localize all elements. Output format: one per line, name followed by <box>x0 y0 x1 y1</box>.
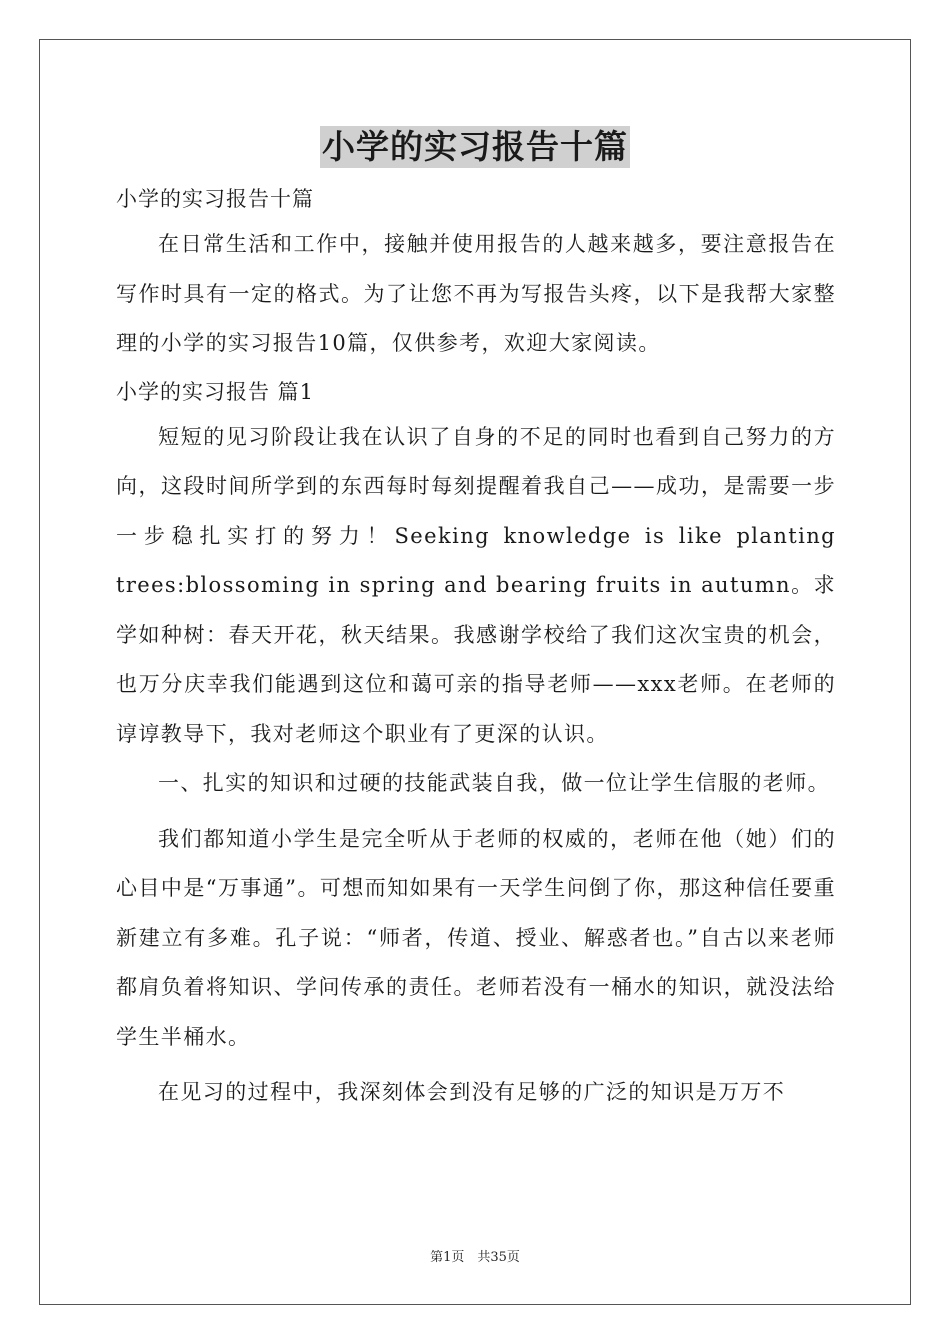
body-paragraph: 我们都知道小学生是完全听从于老师的权威的，老师在他（她）们的心目中是“万事通”。可想而知如果有一天学生问倒了你，那这种信任要重新建立有多难。孔子说：“师者，传道、授业、解惑者也。”自古以来老师都肩负着将知识、学问传承的责任。老师若没有一桶水的知识，就没法给学生半桶水。 <box>116 826 836 1049</box>
document-title: 小学的实习报告十篇 <box>322 127 628 166</box>
document-body <box>116 178 836 1118</box>
section-heading: 小学的实习报告 篇1 <box>116 379 315 404</box>
page-footer: 第1页 共35页 <box>430 1250 520 1265</box>
document-subtitle: 小学的实习报告十篇 <box>116 187 314 211</box>
body-paragraph: 短短的见习阶段让我在认识了自身的不足的同时也看到自己努力的方向，这段时间所学到的东西每时每刻提醒着我自己——成功，是需要一步一步稳扎实打的努力！Seeking knowledge is like planting trees:blossoming in spring and bearing fruits in autumn。求学如种树：春天开花，秋天结果。我感谢学校给了我们这次宝贵的机会，也万分庆幸我们能遇到这位和蔼可亲的指导老师——xxx老师。在老师的谆谆教导下，我对老师这个职业有了更深的认识。 <box>116 424 836 746</box>
intro-paragraph: 在日常生活和工作中，接触并使用报告的人越来越多，要注意报告在写作时具有一定的格式。为了让您不再为写报告头疼，以下是我帮大家整理的小学的实习报告10篇，仅供参考，欢迎大家阅读。 <box>116 232 836 355</box>
title-container <box>0 126 950 168</box>
body-paragraph: 一、扎实的知识和过硬的技能武装自我，做一位让学生信服的老师。 <box>158 771 830 795</box>
body-paragraph: 在见习的过程中，我深刻体会到没有足够的广泛的知识是万万不 <box>158 1080 786 1104</box>
